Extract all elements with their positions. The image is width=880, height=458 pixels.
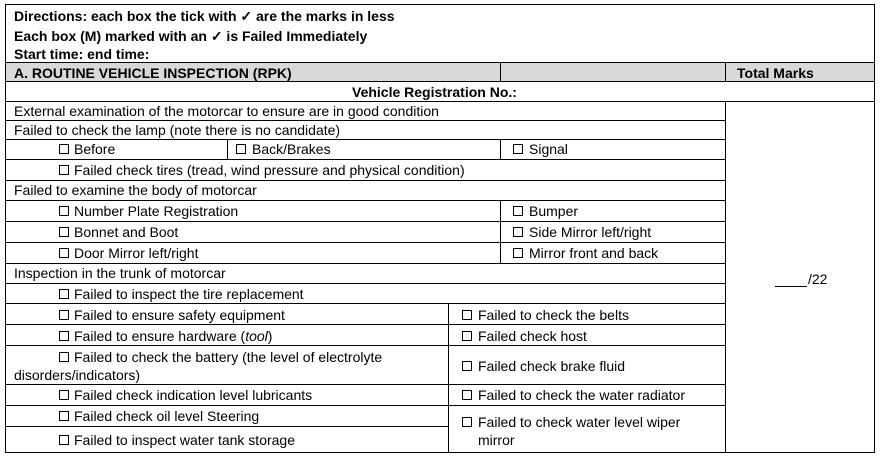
row-external: External examination of the motorcar to ensure are in good condition [14,103,439,119]
label-signal: Signal [529,141,568,157]
checkbox-lubricants[interactable] [59,390,69,400]
label-water-wiper-line1: Failed to check water level wiper [478,414,681,430]
row-body: Failed to examine the body of motorcar [14,182,257,198]
checkbox-tires[interactable] [59,165,69,175]
label-water-tank: Failed to inspect water tank storage [74,432,296,448]
label-battery-line1: Failed to check the battery (the level of electrolyte [74,349,383,365]
section-title: A. ROUTINE VEHICLE INSPECTION (RPK) [14,65,292,81]
checkbox-safety-equipment[interactable] [59,310,69,320]
checkbox-bonnet[interactable] [59,227,69,237]
row-lamp: Failed to check the lamp (note there is no candidate) [14,122,341,138]
checkbox-tire-replacement[interactable] [59,289,69,299]
label-tires: Failed check tires (tread, wind pressure and physical condition) [74,162,465,178]
checkbox-signal[interactable] [513,144,523,154]
checkbox-side-mirror[interactable] [513,227,523,237]
checkbox-door-mirror[interactable] [59,248,69,258]
checkbox-water-radiator[interactable] [462,390,472,400]
checkbox-belts[interactable] [462,310,472,320]
label-side-mirror: Side Mirror left/right [529,224,652,240]
checkbox-water-wiper[interactable] [462,417,472,427]
total-marks-label: Total Marks [737,65,814,81]
label-safety-equipment: Failed to ensure safety equipment [74,307,285,323]
checkbox-water-tank[interactable] [59,435,69,445]
label-back-brakes: Back/Brakes [252,141,331,157]
label-oil-steering: Failed check oil level Steering [74,408,260,424]
label-battery-line2: disorders/indicators) [14,367,141,383]
label-host: Failed check host [478,328,587,344]
label-brake-fluid: Failed check brake fluid [478,358,626,374]
checkbox-hardware[interactable] [59,331,69,341]
label-bumper: Bumper [529,203,579,219]
checkbox-battery[interactable] [59,352,69,362]
row-trunk: Inspection in the trunk of motorcar [14,265,226,281]
checkbox-back-brakes[interactable] [236,144,246,154]
label-lubricants: Failed check indication level lubricants [74,387,313,403]
label-bonnet: Bonnet and Boot [74,224,179,240]
label-hardware: Failed to ensure hardware (tool) [74,328,273,344]
checkbox-oil-steering[interactable] [59,411,69,421]
checkbox-before[interactable] [59,144,69,154]
label-before: Before [74,141,116,157]
failed-note-text: Each box (M) marked with an ✓ is Failed Immediately [14,28,368,44]
checkbox-host[interactable] [462,331,472,341]
checkbox-number-plate[interactable] [59,206,69,216]
vehicle-registration-label: Vehicle Registration No.: [352,84,517,100]
label-tire-replacement: Failed to inspect the tire replacement [74,286,304,302]
checkbox-brake-fluid[interactable] [462,361,472,371]
label-water-radiator: Failed to check the water radiator [478,387,685,403]
directions-text: Directions: each box the tick with ✓ are the marks in less [14,8,395,24]
label-water-wiper-line2: mirror [478,432,515,448]
label-belts: Failed to check the belts [478,307,629,323]
marks-blank[interactable] [775,286,807,287]
label-door-mirror: Door Mirror left/right [74,245,199,261]
marks-suffix: /22 [808,271,828,287]
checkbox-mirror-front[interactable] [513,248,523,258]
checkbox-bumper[interactable] [513,206,523,216]
label-number-plate: Number Plate Registration [74,203,239,219]
label-mirror-front: Mirror front and back [529,245,659,261]
time-line-text: Start time: end time: [14,46,150,62]
